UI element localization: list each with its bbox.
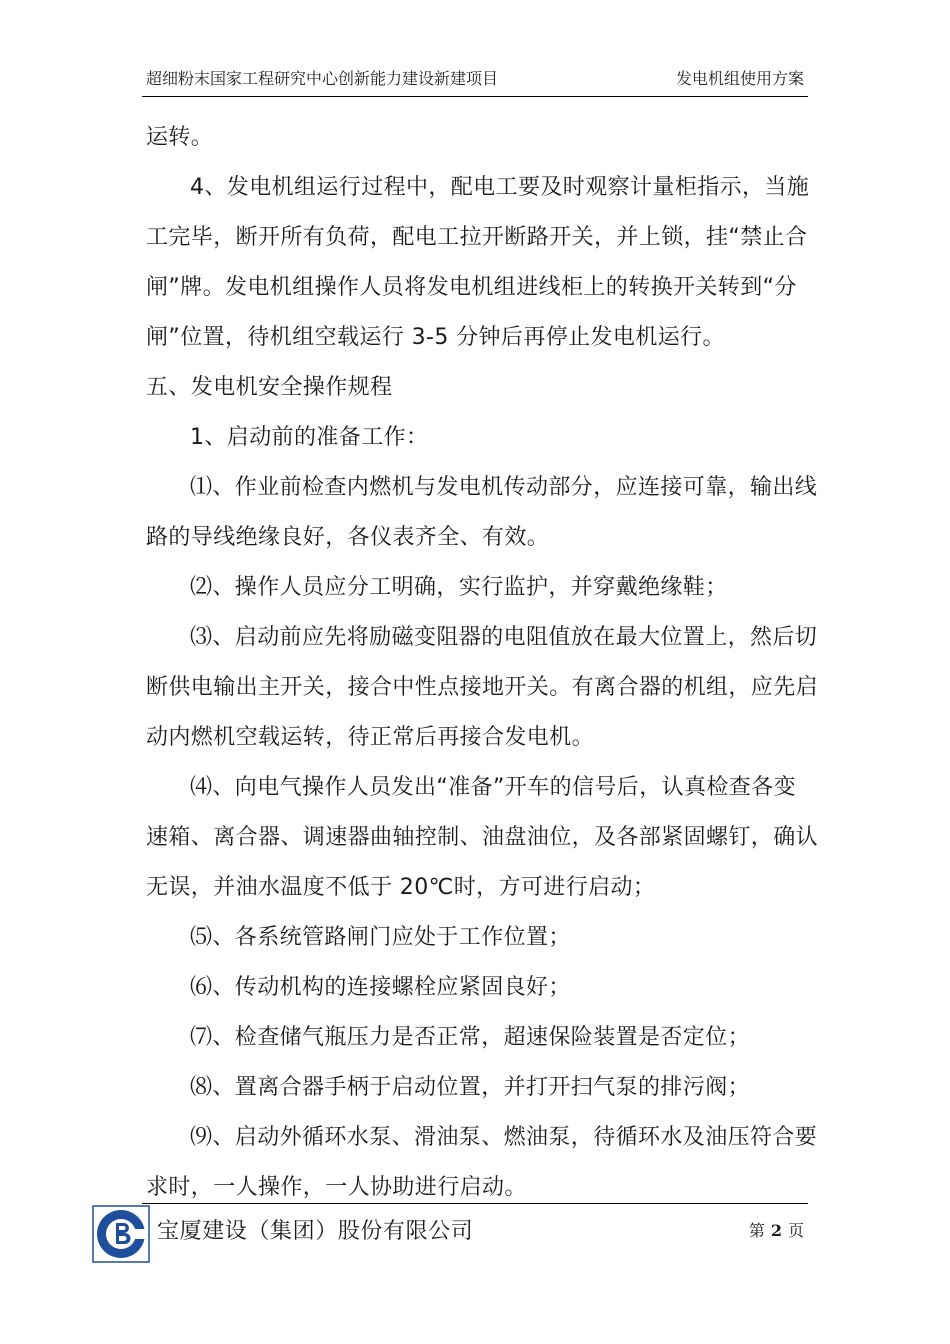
section-heading: 五、发电机安全操作规程 bbox=[146, 375, 393, 400]
text-line: 4、发电机组运行过程中，配电工要及时观察计量柜指示，当施 bbox=[190, 175, 810, 200]
header-divider bbox=[142, 96, 808, 97]
text-line: 速箱、离合器、调速器曲轴控制、油盘油位，及各部紧固螺钉，确认 bbox=[146, 825, 819, 850]
text-line: 无误，并油水温度不低于 20℃时，方可进行启动； bbox=[146, 875, 656, 900]
page-number-value: 2 bbox=[770, 1221, 782, 1240]
text-line: 求时，一人操作，一人协助进行启动。 bbox=[146, 1175, 527, 1200]
text-line: 闸”牌。发电机组操作人员将发电机组进线柜上的转换开关转到“分 bbox=[146, 275, 797, 300]
header-document-title: 发电机组使用方案 bbox=[675, 69, 804, 88]
company-logo bbox=[92, 1205, 150, 1263]
page-number bbox=[749, 1218, 804, 1241]
page-header bbox=[146, 66, 804, 89]
subsection-heading: 1、启动前的准备工作： bbox=[190, 425, 429, 450]
text-line: 闸”位置，待机组空载运行 3-5 分钟后再停止发电机运行。 bbox=[146, 325, 725, 350]
text-line: 路的导线绝缘良好，各仪表齐全、有效。 bbox=[146, 525, 550, 550]
page-suffix: 页 bbox=[787, 1221, 804, 1240]
company-name: 宝厦建设（集团）股份有限公司 bbox=[157, 1219, 474, 1244]
text-line: ⑻、置离合器手柄于启动位置，并打开扫气泵的排污阀； bbox=[190, 1075, 751, 1100]
text-line: ⑹、传动机构的连接螺栓应紧固良好； bbox=[190, 975, 571, 1000]
text-line: 断供电输出主开关，接合中性点接地开关。有离合器的机组，应先启 bbox=[146, 675, 819, 700]
text-line: 动内燃机空载运转，待正常后再接合发电机。 bbox=[146, 725, 595, 750]
text-line: ⑶、启动前应先将励磁变阻器的电阻值放在最大位置上，然后切 bbox=[190, 625, 818, 650]
text-line: ⑺、检查储气瓶压力是否正常，超速保险装置是否定位； bbox=[190, 1025, 751, 1050]
text-line: ⑸、各系统管路闸门应处于工作位置； bbox=[190, 925, 571, 950]
footer-divider bbox=[142, 1203, 808, 1204]
text-line: ⑵、操作人员应分工明确，实行监护，并穿戴绝缘鞋； bbox=[190, 575, 728, 600]
header-project-title: 超细粉末国家工程研究中心创新能力建设新建项目 bbox=[146, 69, 499, 88]
text-line: 工完毕，断开所有负荷，配电工拉开断路开关，并上锁，挂“禁止合 bbox=[146, 225, 808, 250]
text-line: 运转。 bbox=[146, 125, 214, 150]
page-prefix: 第 bbox=[748, 1221, 765, 1240]
text-line: ⑷、向电气操作人员发出“准备”开车的信号后，认真检查各变 bbox=[190, 775, 796, 800]
text-line: ⑼、启动外循环水泵、滑油泵、燃油泵，待循环水及油压符合要 bbox=[190, 1125, 818, 1150]
text-line: ⑴、作业前检查内燃机与发电机传动部分，应连接可靠，输出线 bbox=[190, 475, 818, 500]
